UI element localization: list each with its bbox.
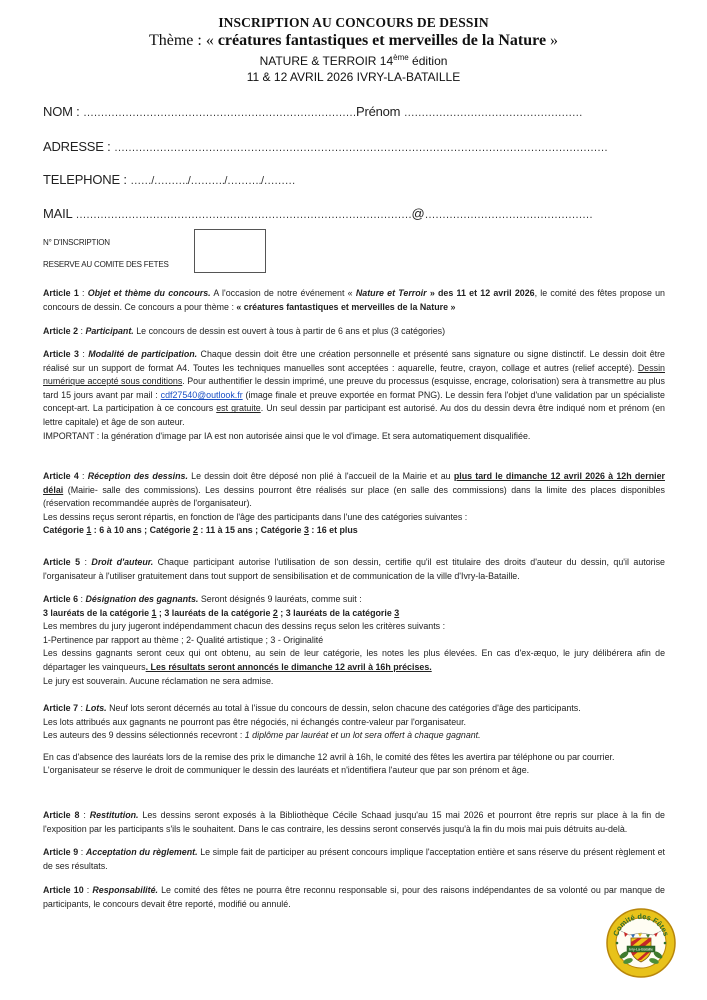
event-name: Nature et Terroir bbox=[355, 288, 427, 298]
article-9: Article 9 : Acceptation du règlement. Le simple fait de participer au présent concours implique l'acceptation entière et sans réserve du présent règlement et de ses résultats. bbox=[43, 847, 666, 871]
laureates-text: 3 lauréats de la catégorie bbox=[285, 607, 395, 618]
category-word: Catégorie bbox=[43, 525, 87, 536]
nom-field[interactable]: …………………………………………………………………… bbox=[82, 107, 356, 119]
article-text: A l'occasion de notre événement « bbox=[210, 288, 356, 298]
article-label: Article 3 bbox=[43, 349, 79, 359]
article-4: Article 4 : Réception des dessins. Le dessin doit être déposé non plié à l'accueil de la Mairie et au plus tard le dimanche 12 avril 2026 à 12h dernier délai (Mairie- salle des commissions). Les dessins pourront être réalisés sur place (en salle des commissions) dans la limite des places disponibles (réservation recommandée auprès de l'organisateur). Les dessins reçus seront répartis, en fonction de l'âge des participants dans l'une des catégories suivantes : Catégorie 1 : 6 à 10 ans ; Catégorie 2 : 11 à 15 ans ; Catégorie 3 : 16 et plus bbox=[43, 470, 665, 538]
laureates-line bbox=[43, 607, 665, 621]
article-text: (image finale et preuve exportée en format PNG). Le dessin fera l'objet d'une validation par un spécialiste concept-art. La participation à ce concours bbox=[43, 389, 665, 414]
article-label: Article 7 bbox=[43, 703, 79, 713]
article-label: Article 6 bbox=[43, 594, 79, 604]
inscription-number-box[interactable] bbox=[194, 229, 266, 273]
laureates-text: 3 lauréats de la catégorie bbox=[43, 607, 152, 618]
category-2-range: : 11 à 15 ans ; bbox=[197, 525, 261, 536]
logo-emblem-icon bbox=[605, 907, 677, 979]
theme-suffix: » bbox=[546, 32, 559, 49]
edition-sup: ème bbox=[393, 53, 409, 62]
article-text: Le concours de dessin est ouvert à tous à partir de 6 ans et plus (3 catégories) bbox=[133, 326, 446, 336]
article-8: Article 8 : Restitution. Les dessins seront exposés à la Bibliothèque Cécile Schaad jusqu'au 15 mai 2026 et pourront être repris sur place à la fin de l'exposition par les participants s'ils le souhaitent. Dans le cas contraire, les dessins seront conservés jusqu'à la fin du mois mai puis détruits au-delà. bbox=[43, 810, 665, 834]
category-3-number: 3 bbox=[394, 607, 400, 618]
article-title: Modalité de participation. bbox=[88, 349, 198, 359]
article-title: Responsabilité. bbox=[92, 885, 158, 895]
edition-prefix: NATURE & TERROIR 14 bbox=[259, 54, 394, 68]
telephone-label: TELEPHONE : bbox=[43, 172, 131, 187]
telephone-row bbox=[43, 172, 295, 187]
document-title: INSCRIPTION AU CONCOURS DE DESSIN bbox=[218, 15, 489, 30]
adresse-row bbox=[43, 139, 607, 154]
article-text: L'organisateur se réserve le droit de communiquer le dessin des lauréats et n'identifiera l'auteur que par son prénom et âge. bbox=[43, 765, 530, 776]
article-label: Article 2 bbox=[43, 326, 79, 336]
theme-prefix: Thème : « bbox=[148, 32, 218, 49]
article-title: Acceptation du règlement. bbox=[85, 847, 198, 857]
article-label: Article 1 bbox=[43, 288, 79, 298]
reserved-committee-label: RESERVE AU COMITE DES FETES bbox=[43, 260, 169, 269]
article-label: Article 4 bbox=[43, 471, 79, 481]
article-text: Les dessins reçus seront répartis, en fonction de l'âge des participants dans l'une des catégories suivantes : bbox=[43, 511, 468, 522]
article-text: . Un seul dessin par participant est autorisé. Au dos du dessin devra être indiqué nom et prénom (en lettre capitale) et âge de son auteur. bbox=[43, 403, 665, 427]
article-10: Article 10 : Responsabilité. Le comité des fêtes ne pourra être reconnu responsable si, pour des raisons indépendantes de sa volonté ou par manque de participants, le concours devait être reporté, modifié ou annulé. bbox=[43, 885, 665, 909]
article-text: Chaque participant autorise l'utilisation de son dessin, certifie qu'il est titulaire des droits d'auteur du dessin, qu'il autorise l'organisateur à l'utiliser gratuitement dans tout support de sensibilisation et de communication de la ville d'Ivry-la-Bataille. bbox=[43, 557, 665, 581]
article-2: Article 2 : Participant. Le concours de dessin est ouvert à tous à partir de 6 ans et plus (3 catégories) bbox=[43, 326, 446, 336]
article-text: Les auteurs des 9 dessins sélectionnés recevront : bbox=[43, 730, 245, 741]
article-7: Article 7 : Lots. Neuf lots seront décernés au total à l'issue du concours de dessin, selon chacune des catégories d'âge des participants. Les lots attribués aux gagnants ne pourront pas être négociés, ni échangés contre-valeur par l'organisateur. Les auteurs des 9 dessins sélectionnés recevront : 1 diplôme par lauréat et un lot sera offert à chaque gagnant. En cas d'absence des lauréats lors de la remise des prix le dimanche 12 avril à 16h, le comité des fêtes les avertira par téléphone ou par courrier. L'organisateur se réserve le droit de communiquer le dessin des lauréats et n'identifiera l'auteur que par son prénom et âge. bbox=[43, 702, 665, 778]
theme-quote: « créatures fantastiques et merveilles de la Nature » bbox=[236, 301, 456, 312]
article-title: Restitution. bbox=[89, 810, 139, 820]
mail-at-sign: @ bbox=[411, 206, 425, 221]
edition-suffix: édition bbox=[408, 54, 448, 68]
article-text: Les dessins gagnants seront ceux qui ont obtenu, au sein de leur catégorie, les notes les plus élevées. En cas d'ex-æquo, le jury délibérera afin de départager les vainqueurs bbox=[43, 648, 665, 672]
article-title: Droit d'auteur. bbox=[91, 557, 154, 567]
article-text: Le simple fait de participer au présent concours implique l'acceptation entière et sans réserve du présent règlement et de ses résultats. bbox=[43, 847, 666, 871]
article-title: Lots. bbox=[85, 703, 107, 713]
edition-line bbox=[0, 53, 707, 68]
category-word: Catégorie bbox=[260, 525, 304, 536]
article-text: Seront désignés 9 lauréats, comme suit : bbox=[198, 594, 362, 604]
article-text: , le comité des fêtes propose un concours de dessin. Ce concours a pour thème : bbox=[43, 288, 665, 312]
article-title: Désignation des gagnants. bbox=[85, 594, 199, 604]
event-dates: 11 & 12 AVRIL 2026 IVRY-LA-BATAILLE bbox=[246, 70, 461, 84]
adresse-label: ADRESSE : bbox=[43, 139, 114, 154]
nom-prenom-row bbox=[43, 104, 582, 119]
article-title: Réception des dessins. bbox=[87, 471, 188, 481]
mail-label: MAIL bbox=[43, 206, 76, 221]
article-3: Article 3 : Modalité de participation. Chaque dessin doit être une création personnelle et présenté sans signature ou signe distinctif. Le dessin doit être réalisé sur un support de format A4. Toutes les techniques manuelles sont acceptées : aquarelle, feutre, crayon, collage et autres (relief accepté). Dessin numérique accepté sous conditions. Pour authentifier le dessin imprimé, une preuve du processus (esquisse, encrage, colorisation) sera à transmettre au plus tard 15 jours avant par mail : cdf27540@outlook.fr (image finale et preuve exportée en format PNG). Le dessin fera l'objet d'une validation par un spécialiste concept-art. La participation à ce concours est gratuite. Un seul dessin par participant est autorisé. Au dos du dessin devra être indiqué nom et prénom (en lettre capitale) et âge de son auteur. IMPORTANT : la génération d'image par IA est non autorisée ainsi que le vol d'image. Et sera automatiquement disqualifiée. bbox=[43, 348, 665, 443]
article-text: Les dessins seront exposés à la Bibliothèque Cécile Schaad jusqu'au 15 mai 2026 et pourront être repris sur place à la fin de l'exposition par les participants s'ils le souhaitent. Dans le cas contraire, les dessins seront conservés jusqu'à la fin du mois mai puis détruits au-delà. bbox=[43, 810, 665, 834]
telephone-field[interactable]: ……/………./………./………./……… bbox=[130, 175, 296, 187]
article-1: Article 1 : Objet et thème du concours. A l'occasion de notre événement « Nature et Terroir » des 11 et 12 avril 2026, le comité des fêtes propose un concours de dessin. Ce concours a pour thème : « créatures fantastiques et merveilles de la Nature » bbox=[43, 288, 665, 312]
laureates-text: 3 lauréats de la catégorie bbox=[164, 607, 273, 618]
article-title: Objet et thème du concours. bbox=[87, 288, 211, 298]
article-text: Chaque dessin doit être une création personnelle et présenté sans signature ou signe distinctif. Le dessin doit être réalisé sur un support de format A4. Toutes les techniques manuelles sont acceptées : aquarelle, feutre, crayon, collage et autres (relief accepté). bbox=[43, 349, 665, 373]
mail-row bbox=[43, 206, 592, 221]
important-note: IMPORTANT : la génération d'image par IA est non autorisée ainsi que le vol d'image. Et sera automatiquement disqualifiée. bbox=[43, 430, 531, 441]
adresse-field[interactable]: …………………………………………………………………………………………………………………………… bbox=[113, 142, 608, 154]
logo-banner-text: Ivry-La-Bataille bbox=[629, 947, 653, 952]
article-title: Participant. bbox=[85, 326, 134, 336]
category-3-number: 3 bbox=[303, 525, 309, 536]
article-label: Article 10 bbox=[43, 885, 84, 895]
category-word: Catégorie bbox=[149, 525, 193, 536]
inscription-number-label: N° D'INSCRIPTION bbox=[43, 238, 110, 247]
theme-text: créatures fantastiques et merveilles de la Nature bbox=[217, 32, 547, 49]
prenom-label: Prénom bbox=[355, 104, 404, 119]
category-1-range: : 6 à 10 ans ; bbox=[91, 525, 150, 536]
theme-line bbox=[0, 32, 707, 50]
judging-criteria: 1-Pertinence par rapport au thème ; 2- Qualité artistique ; 3 - Originalité bbox=[43, 634, 324, 645]
separator: ; bbox=[277, 607, 286, 618]
category-1-number: 1 bbox=[151, 607, 157, 618]
results-announcement: . Les résultats seront annoncés le dimanche 12 avril à 16h précises. bbox=[145, 661, 432, 672]
category-1-number: 1 bbox=[86, 525, 92, 536]
article-text: En cas d'absence des lauréats lors de la remise des prix le dimanche 12 avril à 16h, le comité des fêtes les avertira par téléphone ou par courrier. bbox=[43, 751, 615, 762]
article-text: Les membres du jury jugeront indépendamment chacun des dessins reçus selon les critères suivants : bbox=[43, 621, 446, 632]
article-text: Neuf lots seront décernés au total à l'issue du concours de dessin, selon chacune des catégories d'âge des participants. bbox=[106, 703, 581, 713]
article-6: Article 6 : Désignation des gagnants. Seront désignés 9 lauréats, comme suit : 3 lauréats de la catégorie 1 ; 3 lauréats de la catégorie 2 ; 3 lauréats de la catégorie 3 Les membres du jury jugeront indépendamment chacun des dessins reçus selon les critères suivants : 1-Pertinence par rapport au thème ; 2- Qualité artistique ; 3 - Originalité Les dessins gagnants seront ceux qui ont obtenu, au sein de leur catégorie, les notes les plus élevées. En cas d'ex-æquo, le jury délibérera afin de départager les vainqueurs. Les résultats seront annoncés le dimanche 12 avril à 16h précises. Le jury est souverain. Aucune réclamation ne sera admise. bbox=[43, 593, 665, 688]
nom-label: NOM : bbox=[43, 104, 83, 119]
mail-local-field[interactable]: …………………………………………………………………………………… bbox=[75, 209, 412, 221]
article-text: Le jury est souverain. Aucune réclamation ne sera admise. bbox=[43, 675, 274, 686]
mail-domain-field[interactable]: ………………………………………… bbox=[424, 209, 593, 221]
category-3-range: : 16 et plus bbox=[308, 525, 358, 536]
article-text: Le comité des fêtes ne pourra être reconnu responsable si, pour des raisons indépendantes de sa volonté ou par manque de participants, le concours devait être reporté, modifié ou annulé. bbox=[43, 885, 665, 909]
article-label: Article 8 bbox=[43, 810, 80, 820]
separator: ; bbox=[156, 607, 165, 618]
article-text: . Pour authentifier le dessin imprimé, une preuve du processus (esquisse, encrage, colorisation) sera à transmettre au plus tard 15 jours avant par mail : bbox=[43, 376, 665, 400]
categories-line bbox=[43, 524, 665, 538]
comite-des-fetes-logo bbox=[605, 907, 677, 979]
category-2-number: 2 bbox=[272, 607, 278, 618]
article-label: Article 9 bbox=[43, 847, 79, 857]
free-participation-note: est gratuite bbox=[216, 403, 261, 414]
article-text: Les lots attribués aux gagnants ne pourront pas être négociés, ni échangés contre-valeur par l'organisateur. bbox=[43, 716, 467, 727]
contact-email-link[interactable]: cdf27540@outlook.fr bbox=[160, 389, 243, 400]
event-dates-text: » des 11 et 12 avril 2026 bbox=[426, 288, 535, 298]
prenom-field[interactable]: …………………………………………… bbox=[403, 107, 583, 119]
article-text: Le dessin doit être déposé non plié à l'accueil de la Mairie et au bbox=[187, 471, 454, 481]
article-label: Article 5 bbox=[43, 557, 81, 567]
prize-description: 1 diplôme par lauréat et un lot sera offert à chaque gagnant. bbox=[244, 730, 481, 741]
logo-top-text: Comité des Fêtes bbox=[611, 911, 671, 938]
deadline-text: plus tard le dimanche 12 avril 2026 à 12h dernier délai bbox=[43, 471, 665, 495]
article-text: (Mairie- salle des commissions). Les dessins pourront être réalisés sur place (en salle des commissions) dans la limite des places disponibles (réservation recommandée auprès de l'organisateur). bbox=[43, 484, 665, 509]
digital-drawing-note: Dessin numérique accepté sous conditions bbox=[43, 362, 665, 387]
category-2-number: 2 bbox=[192, 525, 198, 536]
article-5: Article 5 : Droit d'auteur. Chaque participant autorise l'utilisation de son dessin, certifie qu'il est titulaire des droits d'auteur du dessin, qu'il autorise l'organisateur à l'utiliser gratuitement dans tout support de sensibilisation et de communication de la ville d'Ivry-la-Bataille. bbox=[43, 557, 665, 581]
